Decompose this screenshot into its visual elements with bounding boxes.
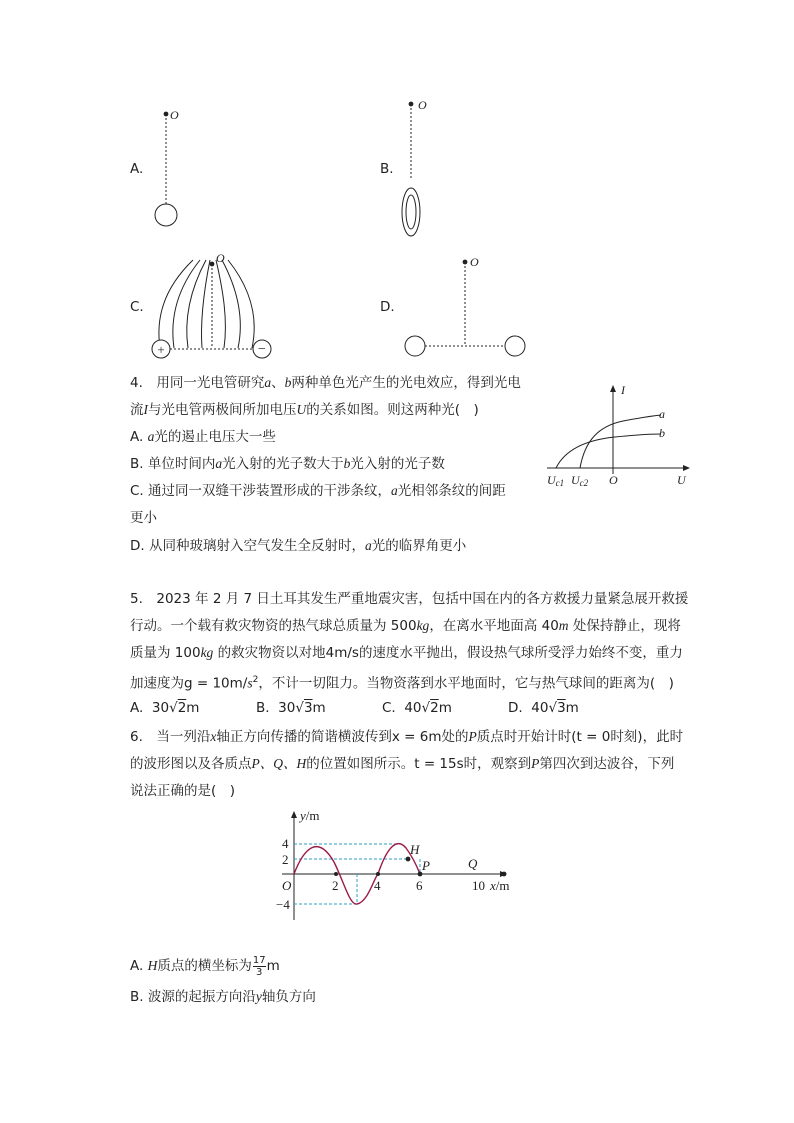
pivot-label: O (470, 255, 479, 269)
q4-stem-line2: 流I与光电管两极间所加电压U的关系如图。则这两种光( ) (130, 402, 479, 418)
uc1-label: Uc1 (547, 473, 565, 488)
q6-stem-line3: 说法正确的是( ) (130, 783, 236, 799)
label-Q: Q (468, 856, 478, 871)
q5-stem-line4: 加速度为$g = 10m/s^2$，不计一切阻力。当物资落到水平地面时，它与热气球间的距离为( ) (130, 675, 674, 692)
q6-option-a[interactable]: A. H质点的横坐标为 $\frac{17}{3}$ m (130, 954, 280, 978)
ball (155, 204, 177, 226)
label-H: H (410, 842, 420, 857)
x-axis-label: x/m (490, 878, 510, 893)
q3-figure-a (150, 108, 200, 233)
q4-iu-graph (543, 378, 703, 488)
x-tick-4: 4 (374, 878, 381, 893)
q6-option-b[interactable]: B. 波源的起振方向沿y轴负方向 (130, 989, 316, 1005)
q3-figure-b (396, 96, 446, 241)
uc2-label: Uc2 (571, 473, 589, 488)
q3-option-a-label[interactable]: A. (130, 161, 144, 177)
q4-stem-line1: 4. 用同一光电管研究a、b两种单色光产生的光电效应，得到光电 (130, 375, 521, 391)
q5-option-b[interactable]: B. 30√3m (256, 700, 326, 716)
minus-sign: − (258, 342, 266, 357)
q5-option-c[interactable]: C. 40√2m (382, 700, 452, 716)
ball-right (505, 336, 525, 356)
point-Q (502, 872, 507, 877)
q3-option-c-label[interactable]: C. (130, 299, 144, 315)
origin-label: O (609, 473, 618, 487)
q5-option-a[interactable]: A. 30√2m (130, 700, 200, 716)
curve-a-label: a (659, 407, 665, 421)
curve-b-label: b (659, 426, 665, 440)
plus-sign: + (157, 342, 165, 357)
q5-stem-line1: 5. 2023 年 2 月 7 日土耳其发生严重地震灾害，包括中国在内的各方救援力量紧急展开救援 (130, 591, 689, 607)
ball-left (405, 336, 425, 356)
q3-option-d-label[interactable]: D. (380, 299, 395, 315)
point-x4 (376, 872, 380, 876)
point-H (406, 857, 411, 862)
y-tick-4: 4 (282, 836, 289, 851)
pivot-label: O (216, 251, 225, 265)
ring-inner (406, 195, 416, 229)
pivot-label: O (418, 98, 427, 112)
point-x2 (334, 872, 338, 876)
axis-u-label: U (677, 473, 686, 487)
y-tick-2: 2 (282, 852, 289, 867)
pivot-point (210, 262, 215, 267)
q3-option-b-label[interactable]: B. (380, 161, 394, 177)
q4-option-c-cont: 更小 (130, 510, 157, 526)
q4-option-a[interactable]: A. a光的遏止电压大一些 (130, 429, 276, 445)
q5-stem-line3: 质量为 100kg 的救灾物资以对地4m/s的速度水平抛出，假设热气球所受浮力始终不变，重力 (130, 645, 683, 661)
q4-option-d[interactable]: D. 从同种玻璃射入空气发生全反射时，a光的临界角更小 (130, 538, 467, 554)
label-P: P (422, 858, 430, 873)
x-tick-2: 2 (332, 878, 339, 893)
y-tick-neg4: −4 (276, 897, 290, 912)
x-tick-6: 6 (416, 878, 423, 893)
q6-stem-line2: 的波形图以及各质点P、Q、H的位置如图所示。t = 15s时，观察到P第四次到达波谷，下列 (130, 756, 675, 772)
q6-wave-graph (278, 806, 528, 926)
x-tick-10: 10 (472, 878, 485, 893)
origin-label: O (282, 878, 292, 893)
q5-option-d[interactable]: D. 40√3m (508, 700, 579, 716)
pivot-label: O (170, 108, 179, 122)
y-axis-label: y/m (300, 808, 320, 823)
curve-b (556, 434, 661, 468)
q4-option-b[interactable]: B. 单位时间内a光入射的光子数大于b光入射的光子数 (130, 456, 445, 472)
q3-figure-d (400, 252, 540, 362)
q5-stem-line2: 行动。一个载有救灾物资的热气球总质量为 500kg，在离水平地面高 40m 处保持静止，现将 (130, 618, 681, 634)
q3-figure-c (148, 250, 278, 365)
q4-option-c[interactable]: C. 通过同一双缝干涉装置形成的干涉条纹，a光相邻条纹的间距 (130, 483, 506, 499)
q6-stem-line1: 6. 当一列沿x轴正方向传播的简谐横波传到x = 6m处的P质点时开始计时(t = 0时刻)，此时 (130, 729, 684, 745)
axis-i-label: I (621, 383, 625, 397)
